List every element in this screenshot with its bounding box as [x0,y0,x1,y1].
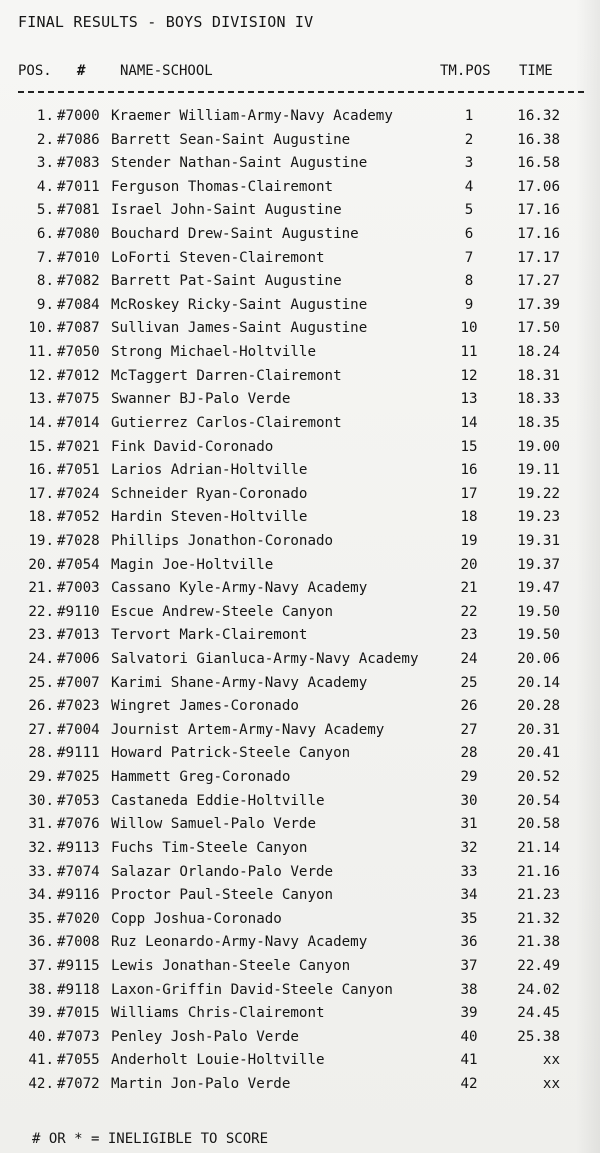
time-cell: 16.32 [517,108,560,124]
table-row [0,840,600,864]
position-cell: 11. [28,344,54,361]
name-school-cell: Kraemer William-Army-Navy Academy [111,108,393,124]
position-cell: 19. [28,532,54,549]
table-row [0,557,600,581]
position-cell: 31. [28,816,54,833]
name-school-cell: Strong Michael-Holtville [111,344,316,361]
bib-number-cell: #7012 [57,367,100,384]
table-row [0,982,600,1006]
table-row [0,439,600,463]
bib-number-cell: #7015 [57,1005,100,1022]
bib-number-cell: #7073 [57,1028,100,1045]
time-cell: 18.35 [517,414,560,431]
page-title: FINAL RESULTS - BOYS DIVISION IV [18,13,314,31]
time-cell: 19.37 [517,556,560,573]
bib-number-cell: #7013 [57,627,100,644]
team-position-cell: 8 [464,273,474,290]
position-cell: 35. [28,910,54,927]
header-divider [18,91,584,93]
header-pos: POS. [18,63,52,79]
table-row [0,887,600,911]
table-row [0,580,600,604]
name-school-cell: Salazar Orlando-Palo Verde [111,863,334,880]
team-position-cell: 30 [460,792,478,809]
name-school-cell: Bouchard Drew-Saint Augustine [111,226,359,243]
time-cell: 25.38 [517,1028,560,1045]
time-cell: 20.54 [517,792,560,809]
team-position-cell: 12 [460,367,478,384]
bib-number-cell: #9115 [57,957,100,974]
bib-number-cell: #9118 [57,981,100,998]
time-cell: 21.16 [517,863,560,880]
position-cell: 24. [28,651,54,668]
position-cell: 7. [36,249,54,266]
team-position-cell: 19 [460,532,478,549]
name-school-cell: Copp Joshua-Coronado [111,910,282,927]
bib-number-cell: #9113 [57,839,100,856]
table-row [0,486,600,510]
name-school-cell: Sullivan James-Saint Augustine [111,320,368,337]
time-cell: 20.14 [517,674,560,691]
name-school-cell: Gutierrez Carlos-Clairemont [111,414,342,431]
team-position-cell: 34 [460,887,478,904]
position-cell: 9. [36,296,54,313]
table-row [0,320,600,344]
table-row [0,202,600,226]
table-row [0,769,600,793]
bib-number-cell: #7023 [57,698,100,715]
bib-number-cell: #7080 [57,226,100,243]
position-cell: 6. [36,226,54,243]
table-row [0,934,600,958]
time-cell: 21.38 [517,934,560,951]
bib-number-cell: #7082 [57,273,100,290]
time-cell: 19.31 [517,532,560,549]
team-position-cell: 5 [464,202,474,219]
bib-number-cell: #7051 [57,462,100,479]
time-cell: 24.45 [517,1005,560,1022]
bib-number-cell: #7072 [57,1075,100,1092]
name-school-cell: Journist Artem-Army-Navy Academy [111,721,385,738]
team-position-cell: 24 [460,651,478,668]
table-row [0,816,600,840]
time-cell: 17.16 [517,202,560,219]
bib-number-cell: #7028 [57,532,100,549]
team-position-cell: 35 [460,910,478,927]
team-position-cell: 6 [464,226,474,243]
team-position-cell: 7 [464,249,474,266]
table-row [0,179,600,203]
time-cell: 19.50 [517,603,560,620]
name-school-cell: Barrett Pat-Saint Augustine [111,273,342,290]
bib-number-cell: #7076 [57,816,100,833]
position-cell: 12. [28,367,54,384]
name-school-cell: Lewis Jonathan-Steele Canyon [111,957,351,974]
position-cell: 13. [28,391,54,408]
team-position-cell: 17 [460,485,478,502]
results-table [0,108,600,1100]
team-position-cell: 32 [460,839,478,856]
time-cell: 17.50 [517,320,560,337]
position-cell: 25. [28,674,54,691]
table-row [0,698,600,722]
time-cell: 20.41 [517,745,560,762]
name-school-cell: Ruz Leonardo-Army-Navy Academy [111,934,368,951]
time-cell: 20.52 [517,769,560,786]
table-row [0,651,600,675]
time-cell: 24.02 [517,981,560,998]
position-cell: 23. [28,627,54,644]
name-school-cell: Schneider Ryan-Coronado [111,485,308,502]
header-time: TIME [519,63,553,79]
time-cell: 19.47 [517,580,560,597]
position-cell: 15. [28,438,54,455]
name-school-cell: McRoskey Ricky-Saint Augustine [111,296,368,313]
bib-number-cell: #7052 [57,509,100,526]
name-school-cell: McTaggert Darren-Clairemont [111,367,342,384]
position-cell: 8. [36,273,54,290]
name-school-cell: Willow Samuel-Palo Verde [111,816,316,833]
name-school-cell: Wingret James-Coronado [111,698,299,715]
position-cell: 29. [28,769,54,786]
position-cell: 10. [28,320,54,337]
table-row [0,226,600,250]
team-position-cell: 28 [460,745,478,762]
bib-number-cell: #9110 [57,603,100,620]
name-school-cell: Penley Josh-Palo Verde [111,1028,299,1045]
team-position-cell: 38 [460,981,478,998]
bib-number-cell: #7054 [57,556,100,573]
name-school-cell: Martin Jon-Palo Verde [111,1075,291,1092]
team-position-cell: 4 [464,178,474,195]
time-cell: 16.58 [517,155,560,172]
name-school-cell: Laxon-Griffin David-Steele Canyon [111,981,393,998]
bib-number-cell: #7083 [57,155,100,172]
name-school-cell: Israel John-Saint Augustine [111,202,342,219]
position-cell: 18. [28,509,54,526]
team-position-cell: 1 [464,108,474,124]
time-cell: 21.14 [517,839,560,856]
time-cell: 17.17 [517,249,560,266]
team-position-cell: 27 [460,721,478,738]
name-school-cell: LoForti Steven-Clairemont [111,249,325,266]
table-row [0,675,600,699]
table-row [0,604,600,628]
bib-number-cell: #7007 [57,674,100,691]
time-cell: 18.33 [517,391,560,408]
table-row [0,722,600,746]
position-cell: 32. [28,839,54,856]
team-position-cell: 21 [460,580,478,597]
header-name-school: NAME-SCHOOL [120,63,213,79]
bib-number-cell: #7010 [57,249,100,266]
table-row [0,297,600,321]
table-row [0,864,600,888]
bib-number-cell: #7087 [57,320,100,337]
position-cell: 37. [28,957,54,974]
position-cell: 16. [28,462,54,479]
time-cell: 22.49 [517,957,560,974]
position-cell: 26. [28,698,54,715]
position-cell: 14. [28,414,54,431]
team-position-cell: 31 [460,816,478,833]
table-row [0,250,600,274]
table-row [0,627,600,651]
position-cell: 20. [28,556,54,573]
time-cell: 19.23 [517,509,560,526]
name-school-cell: Escue Andrew-Steele Canyon [111,603,334,620]
name-school-cell: Williams Chris-Clairemont [111,1005,325,1022]
name-school-cell: Fuchs Tim-Steele Canyon [111,839,308,856]
position-cell: 40. [28,1028,54,1045]
table-row [0,533,600,557]
team-position-cell: 22 [460,603,478,620]
name-school-cell: Magin Joe-Holtville [111,556,274,573]
position-cell: 42. [28,1075,54,1092]
team-position-cell: 13 [460,391,478,408]
bib-number-cell: #7014 [57,414,100,431]
position-cell: 4. [36,178,54,195]
table-row [0,155,600,179]
position-cell: 22. [28,603,54,620]
position-cell: 3. [36,155,54,172]
name-school-cell: Phillips Jonathon-Coronado [111,532,334,549]
name-school-cell: Tervort Mark-Clairemont [111,627,308,644]
name-school-cell: Salvatori Gianluca-Army-Navy Academy [111,651,419,668]
time-cell: 20.58 [517,816,560,833]
table-row [0,1052,600,1076]
name-school-cell: Swanner BJ-Palo Verde [111,391,291,408]
header-number: # [77,63,86,79]
name-school-cell: Cassano Kyle-Army-Navy Academy [111,580,368,597]
position-cell: 39. [28,1005,54,1022]
bib-number-cell: #7055 [57,1052,100,1069]
bib-number-cell: #7003 [57,580,100,597]
time-cell: xx [542,1075,560,1092]
bib-number-cell: #7075 [57,391,100,408]
table-row [0,958,600,982]
name-school-cell: Stender Nathan-Saint Augustine [111,155,368,172]
position-cell: 30. [28,792,54,809]
position-cell: 27. [28,721,54,738]
name-school-cell: Howard Patrick-Steele Canyon [111,745,351,762]
team-position-cell: 14 [460,414,478,431]
team-position-cell: 15 [460,438,478,455]
time-cell: xx [542,1052,560,1069]
header-team-position: TM.POS [440,63,491,79]
time-cell: 16.38 [517,131,560,148]
bib-number-cell: #7081 [57,202,100,219]
time-cell: 19.50 [517,627,560,644]
name-school-cell: Fink David-Coronado [111,438,274,455]
team-position-cell: 33 [460,863,478,880]
team-position-cell: 39 [460,1005,478,1022]
name-school-cell: Proctor Paul-Steele Canyon [111,887,334,904]
position-cell: 5. [36,202,54,219]
team-position-cell: 16 [460,462,478,479]
table-row [0,108,600,132]
time-cell: 18.24 [517,344,560,361]
team-position-cell: 41 [460,1052,478,1069]
time-cell: 17.16 [517,226,560,243]
team-position-cell: 9 [464,296,474,313]
bib-number-cell: #7006 [57,651,100,668]
bib-number-cell: #7074 [57,863,100,880]
time-cell: 18.31 [517,367,560,384]
team-position-cell: 42 [460,1075,478,1092]
team-position-cell: 26 [460,698,478,715]
table-row [0,368,600,392]
time-cell: 20.06 [517,651,560,668]
time-cell: 21.23 [517,887,560,904]
time-cell: 19.00 [517,438,560,455]
table-row [0,391,600,415]
position-cell: 36. [28,934,54,951]
position-cell: 41. [28,1052,54,1069]
team-position-cell: 36 [460,934,478,951]
time-cell: 19.11 [517,462,560,479]
position-cell: 17. [28,485,54,502]
bib-number-cell: #7004 [57,721,100,738]
position-cell: 1. [36,108,54,124]
table-row [0,462,600,486]
time-cell: 17.06 [517,178,560,195]
table-row [0,132,600,156]
bib-number-cell: #7053 [57,792,100,809]
name-school-cell: Ferguson Thomas-Clairemont [111,178,334,195]
team-position-cell: 20 [460,556,478,573]
time-cell: 19.22 [517,485,560,502]
name-school-cell: Barrett Sean-Saint Augustine [111,131,351,148]
table-row [0,344,600,368]
bib-number-cell: #7021 [57,438,100,455]
table-row [0,911,600,935]
bib-number-cell: #7050 [57,344,100,361]
team-position-cell: 40 [460,1028,478,1045]
time-cell: 17.27 [517,273,560,290]
bib-number-cell: #9111 [57,745,100,762]
name-school-cell: Hardin Steven-Holtville [111,509,308,526]
position-cell: 2. [36,131,54,148]
table-row [0,793,600,817]
position-cell: 28. [28,745,54,762]
time-cell: 17.39 [517,296,560,313]
table-row [0,1076,600,1100]
team-position-cell: 37 [460,957,478,974]
team-position-cell: 11 [460,344,478,361]
team-position-cell: 10 [460,320,478,337]
bib-number-cell: #9116 [57,887,100,904]
position-cell: 21. [28,580,54,597]
table-row [0,1029,600,1053]
bib-number-cell: #7024 [57,485,100,502]
name-school-cell: Karimi Shane-Army-Navy Academy [111,674,368,691]
time-cell: 20.31 [517,721,560,738]
bib-number-cell: #7020 [57,910,100,927]
team-position-cell: 3 [464,155,474,172]
team-position-cell: 2 [464,131,474,148]
time-cell: 21.32 [517,910,560,927]
table-row [0,509,600,533]
name-school-cell: Larios Adrian-Holtville [111,462,308,479]
table-row [0,745,600,769]
bib-number-cell: #7000 [57,108,100,124]
bib-number-cell: #7025 [57,769,100,786]
bib-number-cell: #7084 [57,296,100,313]
position-cell: 38. [28,981,54,998]
table-row [0,415,600,439]
table-row [0,1005,600,1029]
table-row [0,273,600,297]
ineligible-note: # OR * = INELIGIBLE TO SCORE [32,1131,269,1147]
bib-number-cell: #7008 [57,934,100,951]
name-school-cell: Anderholt Louie-Holtville [111,1052,325,1069]
position-cell: 33. [28,863,54,880]
position-cell: 34. [28,887,54,904]
team-position-cell: 18 [460,509,478,526]
team-position-cell: 25 [460,674,478,691]
team-position-cell: 29 [460,769,478,786]
time-cell: 20.28 [517,698,560,715]
team-position-cell: 23 [460,627,478,644]
name-school-cell: Hammett Greg-Coronado [111,769,291,786]
bib-number-cell: #7011 [57,178,100,195]
bib-number-cell: #7086 [57,131,100,148]
name-school-cell: Castaneda Eddie-Holtville [111,792,325,809]
